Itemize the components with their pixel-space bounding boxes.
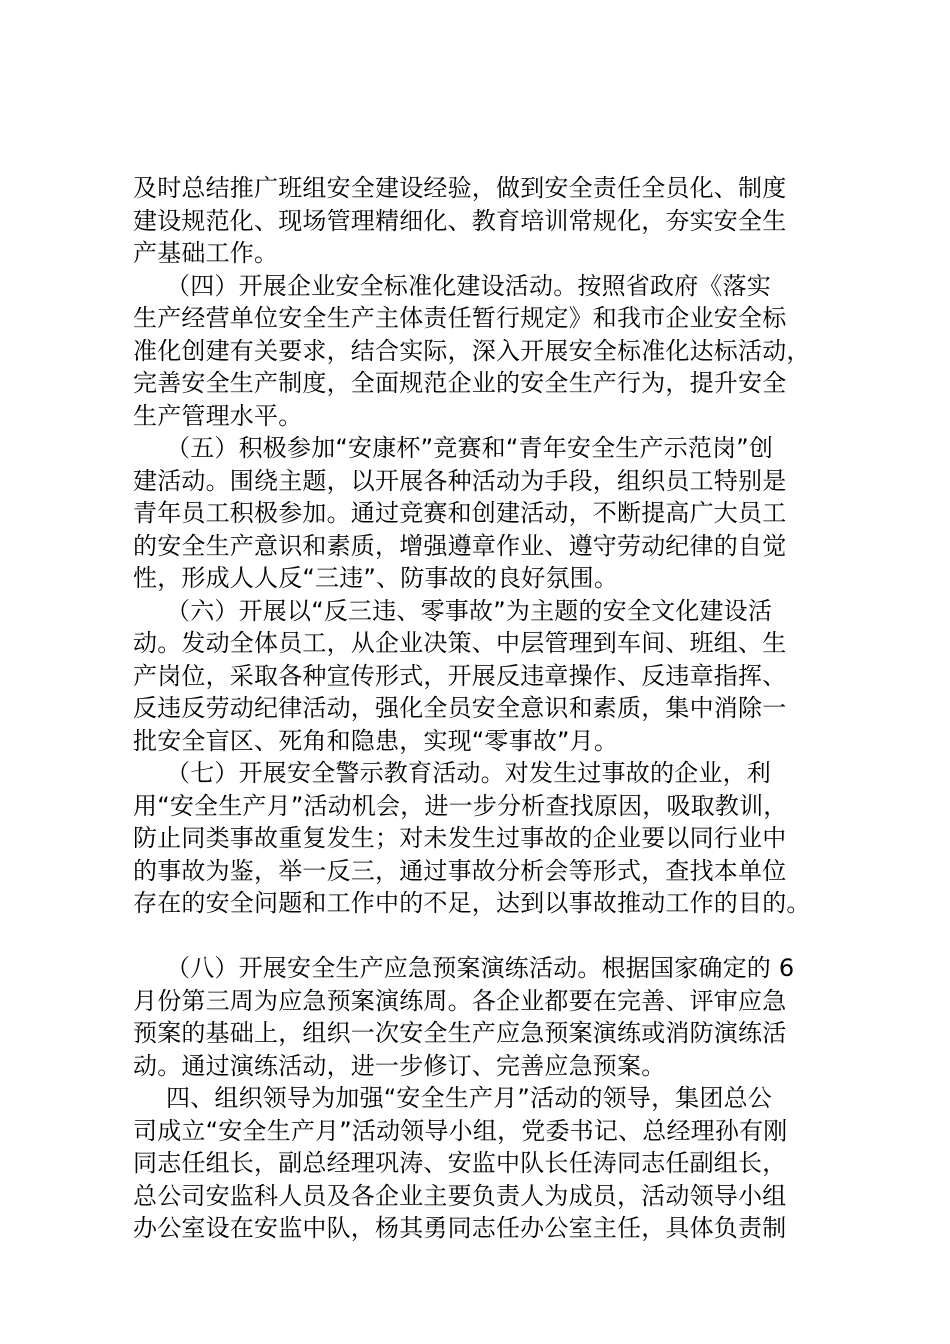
text-line: （四）开展企业安全标准化建设活动。按照省政府《落实	[166, 271, 771, 300]
text-line: 性，形成人人反“三违”、防事故的良好氛围。	[133, 564, 619, 592]
text-line: 办公室设在安监中队，杨其勇同志任办公室主任，具体负责制	[133, 1214, 787, 1242]
text-line: 生产经营单位安全生产主体责任暂行规定》和我市企业安全标	[133, 304, 787, 332]
text-line: 动。发动全体员工，从企业决策、中层管理到车间、班组、生	[133, 629, 787, 657]
text-line: 月份第三周为应急预案演练周。各企业都要在完善、评审应急	[133, 986, 787, 1015]
text-line: 的安全生产意识和素质，增强遵章作业、遵守劳动纪律的自觉	[133, 531, 787, 560]
text-line: 司成立“安全生产月”活动领导小组，党委书记、总经理孙有刚	[133, 1116, 788, 1145]
text-line: （八）开展安全生产应急预案演练活动。根据国家确定的 6	[166, 954, 795, 982]
text-line: 建设规范化、现场管理精细化、教育培训常规化，夯实安全生	[133, 206, 787, 235]
paragraph-gap	[133, 920, 853, 953]
text-line: 完善安全生产制度，全面规范企业的安全生产行为，提升安全	[133, 369, 787, 397]
text-line: 的事故为鉴，举一反三，通过事故分析会等形式，查找本单位	[133, 856, 787, 885]
text-line: 反违反劳动纪律活动，强化全员安全意识和素质，集中消除一	[133, 694, 787, 722]
text-line: 准化创建有关要求，结合实际，深入开展安全标准化达标活动，	[133, 336, 811, 365]
text-line: 动。通过演练活动，进一步修订、完善应急预案。	[133, 1051, 666, 1080]
text-line: 及时总结推广班组安全建设经验，做到安全责任全员化、制度	[133, 174, 787, 202]
text-line: （七）开展安全警示教育活动。对发生过事故的企业，利	[166, 759, 771, 787]
text-line: 批安全盲区、死角和隐患，实现“零事故”月。	[133, 726, 619, 755]
text-line: 总公司安监科人员及各企业主要负责人为成员，活动领导小组	[133, 1181, 787, 1210]
text-line: 防止同类事故重复发生；对未发生过事故的企业要以同行业中	[133, 824, 787, 852]
text-line: 产基础工作。	[133, 239, 279, 267]
text-line: 预案的基础上，组织一次安全生产应急预案演练或消防演练活	[133, 1019, 787, 1047]
text-line: 建活动。围绕主题，以开展各种活动为手段，组织员工特别是	[133, 466, 787, 495]
text-line: （五）积极参加“安康杯”竞赛和“青年安全生产示范岗”创	[166, 434, 774, 462]
text-line: 同志任组长，副总经理巩涛、安监中队长任涛同志任副组长，	[133, 1149, 787, 1177]
body-text	[133, 172, 853, 1245]
text-line: 存在的安全问题和工作中的不足，达到以事故推动工作的目的。	[133, 889, 811, 917]
text-line: 青年员工积极参加。通过竞赛和创建活动，不断提高广大员工	[133, 499, 787, 527]
text-line: 四、组织领导为加强“安全生产月”活动的领导，集团总公	[166, 1084, 773, 1112]
text-line: （六）开展以“反三违、零事故”为主题的安全文化建设活	[166, 596, 773, 625]
text-line: 产岗位，采取各种宣传形式，开展反违章操作、反违章指挥、	[133, 661, 787, 690]
text-line: 生产管理水平。	[133, 401, 303, 430]
text-line: 用“安全生产月”活动机会，进一步分析查找原因，吸取教训，	[133, 791, 788, 820]
